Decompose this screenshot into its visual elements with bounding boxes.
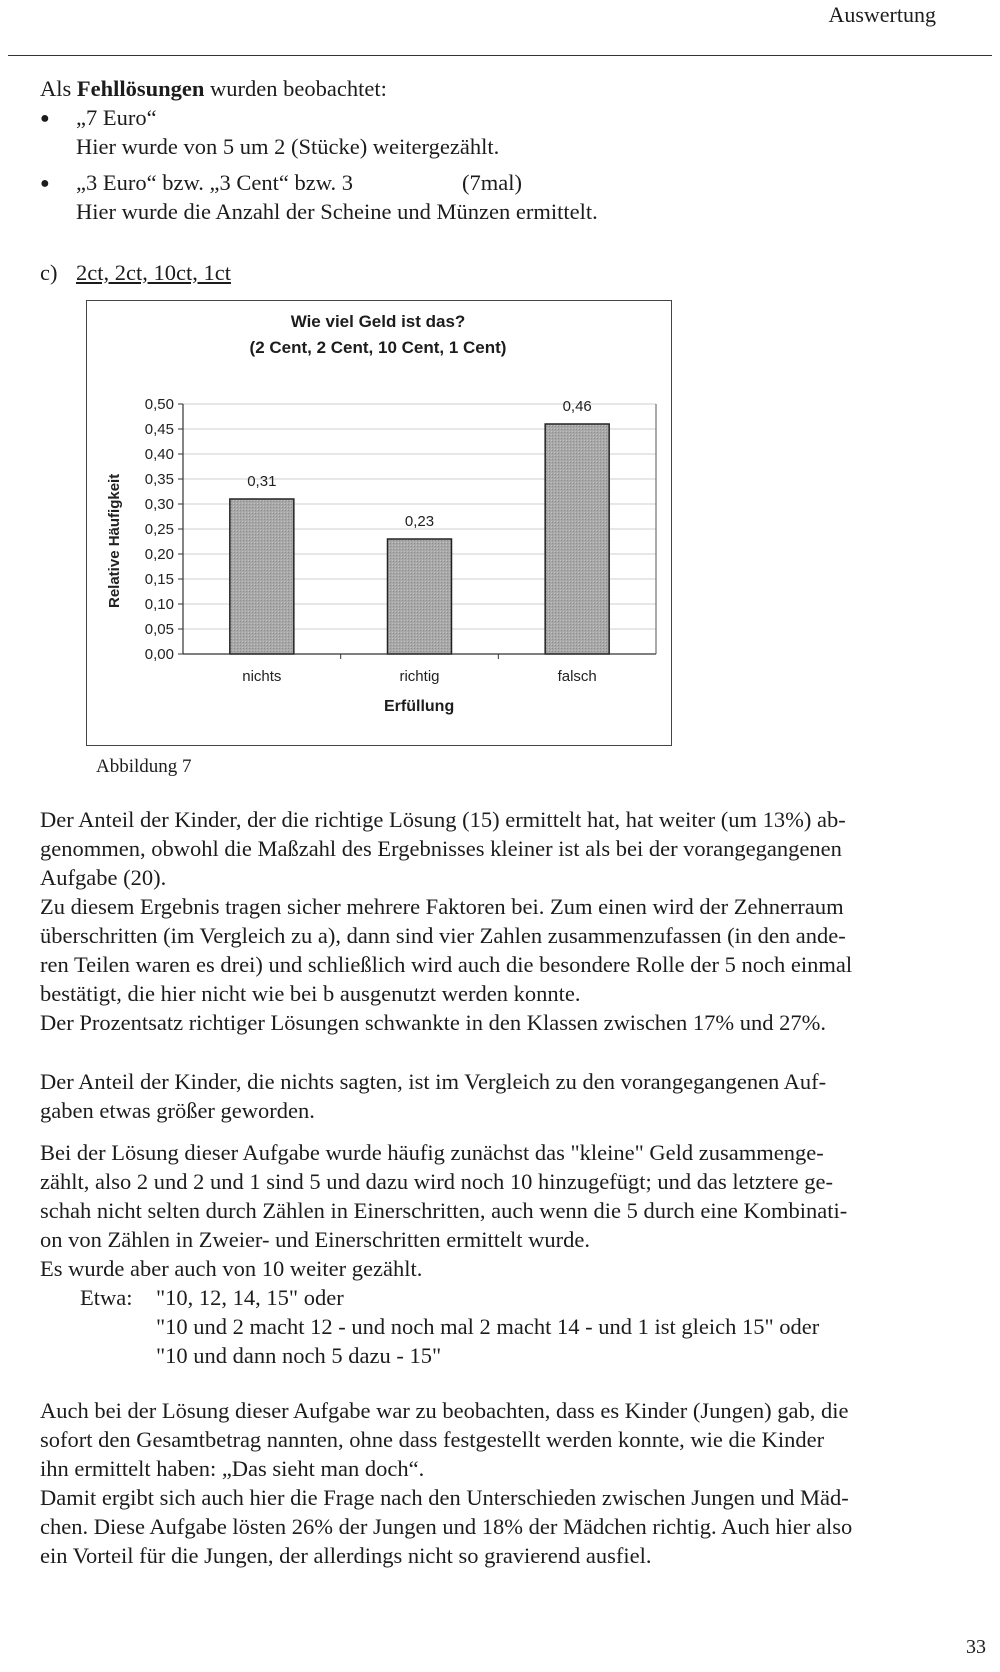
chart-y-tick-label: 0,00 xyxy=(144,646,174,663)
chart-y-tick-label: 0,25 xyxy=(144,521,174,538)
section-c-task: 2ct, 2ct, 10ct, 1ct xyxy=(76,260,231,285)
paragraph-4 xyxy=(40,1396,980,1570)
paragraph-line: überschritten (im Vergleich zu a), dann sind vier Zahlen zusammenzufassen (in den ande- xyxy=(40,923,846,948)
paragraph-1 xyxy=(40,805,980,1037)
running-header: Auswertung xyxy=(828,2,936,27)
paragraph-line: Aufgabe (20). xyxy=(40,865,167,890)
paragraph-line: Damit ergibt sich auch hier die Frage nach den Unterschieden zwischen Jungen und Mäd- xyxy=(40,1485,849,1510)
paragraph-line: schah nicht selten durch Zählen in Einerschritten, auch wenn die 5 durch eine Kombinati- xyxy=(40,1198,848,1223)
paragraph-line: ein Vorteil für die Jungen, der allerdings nicht so gravierend ausfiel. xyxy=(40,1543,652,1568)
chart-y-tick-label: 0,50 xyxy=(144,396,174,413)
paragraph-line: Der Prozentsatz richtiger Lösungen schwankte in den Klassen zwischen 17% und 27%. xyxy=(40,1010,827,1035)
paragraph-line: chen. Diese Aufgabe lösten 26% der Jungen und 18% der Mädchen richtig. Auch hier also xyxy=(40,1514,853,1539)
chart-category-label: falsch xyxy=(557,668,597,685)
chart-category-label: richtig xyxy=(399,668,440,685)
paragraph-line: Der Anteil der Kinder, der die richtige Lösung (15) ermittelt hat, hat weiter (um 13%) ab- xyxy=(40,807,846,832)
paragraph-line: ren Teilen waren es drei) und schließlich wird auch die besondere Rolle der 5 noch einmal xyxy=(40,952,853,977)
chart-y-axis-label: Relative Häufigkeit xyxy=(106,473,123,608)
paragraph-line: Der Anteil der Kinder, die nichts sagten, ist im Vergleich zu den vorangegangenen Auf- xyxy=(40,1069,827,1094)
chart-bars xyxy=(230,424,609,654)
chart-data-label: 0,46 xyxy=(562,398,592,415)
page-number: 33 xyxy=(966,1636,986,1658)
chart-y-tick-label: 0,20 xyxy=(144,546,174,563)
fehlloesung-1-explanation: Hier wurde von 5 um 2 (Stücke) weitergezählt. xyxy=(76,134,500,159)
chart-y-tick-label: 0,45 xyxy=(144,421,174,438)
paragraph-line: Zu diesem Ergebnis tragen sicher mehrere Faktoren bei. Zum einen wird der Zehnerraum xyxy=(40,894,844,919)
paragraph-line: bestätigt, die hier nicht wie bei b ausgenutzt werden konnte. xyxy=(40,981,581,1006)
paragraph-line: genommen, obwohl die Maßzahl des Ergebnisses kleiner ist als bei der vorangegangenen xyxy=(40,836,842,861)
section-c-label: c) xyxy=(40,260,58,285)
chart-text-layer xyxy=(145,396,597,685)
paragraph-2 xyxy=(40,1067,980,1125)
fehlloesung-2-count: (7mal) xyxy=(462,170,522,195)
chart-subtitle: (2 Cent, 2 Cent, 10 Cent, 1 Cent) xyxy=(249,338,507,357)
paragraph-line: gaben etwas größer geworden. xyxy=(40,1098,315,1123)
paragraph-line: Es wurde aber auch von 10 weiter gezählt. xyxy=(40,1256,423,1281)
fehlloesungen-intro: Als Fehllösungen wurden beobachtet: xyxy=(40,76,387,101)
chart-bar xyxy=(388,539,452,654)
chart-y-tick-label: 0,15 xyxy=(144,571,174,588)
paragraph-line: Auch bei der Lösung dieser Aufgabe war zu beobachten, dass es Kinder (Jungen) gab, die xyxy=(40,1398,849,1423)
chart-x-axis-label: Erfüllung xyxy=(384,698,455,715)
chart-y-tick-label: 0,40 xyxy=(144,446,174,463)
paragraph-line: ihn ermittelt haben: „Das sieht man doch“. xyxy=(40,1456,425,1481)
chart-title: Wie viel Geld ist das? xyxy=(290,312,466,331)
chart-y-tick-label: 0,30 xyxy=(144,496,174,513)
fehlloesung-1-answer: „7 Euro“ xyxy=(76,105,157,130)
paragraph-line: Bei der Lösung dieser Aufgabe wurde häufig zunächst das "kleine" Geld zusammenge- xyxy=(40,1140,824,1165)
fehlloesung-2-explanation: Hier wurde die Anzahl der Scheine und Münzen ermittelt. xyxy=(76,199,598,224)
fehlloesung-2-answer: „3 Euro“ bzw. „3 Cent“ bzw. 3 xyxy=(76,170,353,195)
paragraph-line: zählt, also 2 und 2 und 1 sind 5 und dazu wird noch 10 hinzugefügt; und das letztere ge- xyxy=(40,1169,833,1194)
bullet-icon: ● xyxy=(40,175,50,192)
bar-chart xyxy=(0,0,1000,760)
paragraph-line: sofort den Gesamtbetrag nannten, ohne dass festgestellt werden konnte, wie die Kinder xyxy=(40,1427,825,1452)
figure-caption: Abbildung 7 xyxy=(96,756,192,777)
example-line: "10 und dann noch 5 dazu - 15" xyxy=(156,1343,442,1368)
example-line: "10 und 2 macht 12 - und noch mal 2 macht 14 - und 1 ist gleich 15" oder xyxy=(156,1314,820,1339)
examples-label: Etwa: xyxy=(80,1285,133,1310)
chart-data-label: 0,23 xyxy=(404,513,435,530)
paragraph-3 xyxy=(40,1138,980,1283)
chart-y-tick-label: 0,05 xyxy=(144,621,174,638)
chart-y-tick-label: 0,10 xyxy=(144,596,174,613)
chart-data-label: 0,31 xyxy=(247,473,277,490)
chart-y-tick-label: 0,35 xyxy=(144,471,174,488)
bullet-icon: ● xyxy=(40,110,50,127)
chart-category-label: nichts xyxy=(242,668,282,685)
chart-bar xyxy=(545,424,609,654)
paragraph-line: on von Zählen in Zweier- und Einerschritten ermittelt wurde. xyxy=(40,1227,590,1252)
example-line: "10, 12, 14, 15" oder xyxy=(156,1285,344,1310)
chart-bar xyxy=(230,499,294,654)
